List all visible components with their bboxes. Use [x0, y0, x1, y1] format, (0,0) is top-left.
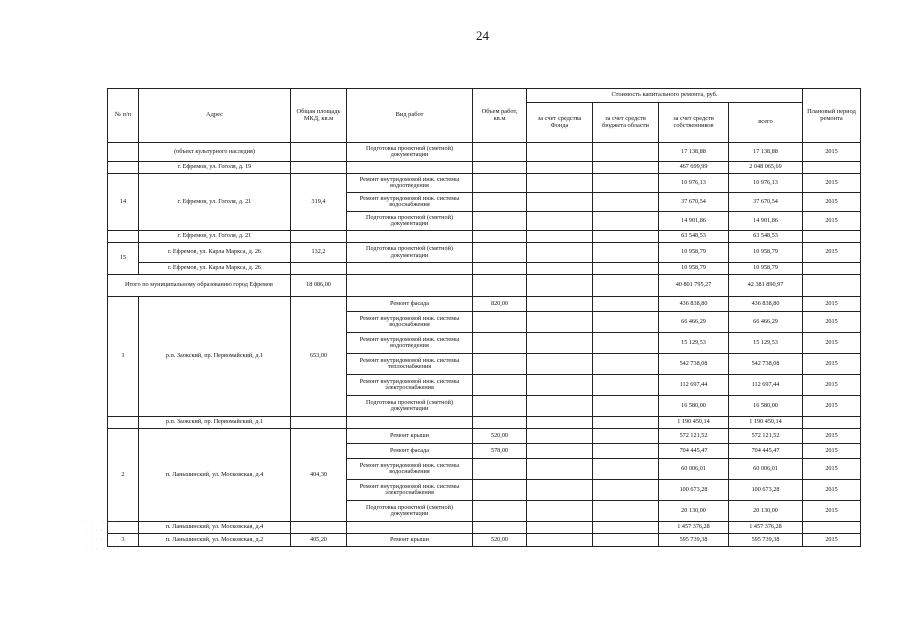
cell-area [291, 417, 347, 429]
cell-year [803, 162, 861, 174]
cell-work: Ремонт крыши [347, 534, 473, 547]
cell-total: 1 190 450,14 [729, 417, 803, 429]
cell-address: г. Ефремов, ул. Карла Маркса, д. 26 [139, 243, 291, 263]
cell-owners: 542 738,08 [659, 354, 729, 375]
header-area: Общая площадь МКД, кв.м [291, 89, 347, 143]
cell-owners: 60 006,01 [659, 459, 729, 480]
cell-work: Ремонт внутридомовой инж. системы электроснабжения [347, 480, 473, 501]
cell-owners: 10 976,13 [659, 174, 729, 193]
cell-area: 405,20 [291, 534, 347, 547]
subtotal-row [108, 522, 861, 534]
cell-work: Ремонт внутридомовой инж. системы водоснабжения [347, 312, 473, 333]
cell-year: 2015 [803, 429, 861, 444]
cell-owners: 16 580,00 [659, 396, 729, 417]
cell-total: 16 580,00 [729, 396, 803, 417]
cell-total: 63 548,53 [729, 231, 803, 243]
cell-region [593, 501, 659, 522]
cell-work: Подготовка проектной (сметной) документации [347, 212, 473, 231]
cell-address: п. Ланьшинский, ул. Московская, д.4 [139, 429, 291, 522]
cell-work: Ремонт фасада [347, 444, 473, 459]
cell-volume [473, 243, 527, 263]
cell-area [291, 522, 347, 534]
cell-address: п. Ланьшинский, ул. Московская, д.2 [139, 534, 291, 547]
cell-volume [473, 417, 527, 429]
cell-num: 14 [108, 174, 139, 231]
cell-region [593, 429, 659, 444]
cell-volume [473, 162, 527, 174]
cell-owners: 436 838,80 [659, 297, 729, 312]
cell-fund [527, 243, 593, 263]
cell-year: 2015 [803, 333, 861, 354]
subtotal-row [108, 162, 861, 174]
header-region: за счет средств бюджета области [593, 103, 659, 143]
cell-year [803, 231, 861, 243]
cell-fund [527, 231, 593, 243]
page-number: 24 [476, 28, 489, 43]
cell-fund [527, 444, 593, 459]
cell-num: 1 [108, 297, 139, 417]
cell-num [108, 162, 139, 174]
cell-owners: 1 190 450,14 [659, 417, 729, 429]
cell-fund [527, 162, 593, 174]
cell-year: 2015 [803, 212, 861, 231]
cell-volume [473, 354, 527, 375]
cell-fund [527, 522, 593, 534]
cell-num [108, 231, 139, 243]
cell-work: Ремонт крыши [347, 429, 473, 444]
cell-address: р.п. Заокский, пр. Первомайский, д.1 [139, 417, 291, 429]
cell-region [593, 263, 659, 275]
cell-work: Подготовка проектной (сметной) документации [347, 143, 473, 162]
cell-work [347, 417, 473, 429]
cell-total: 436 838,80 [729, 297, 803, 312]
cell-fund [527, 174, 593, 193]
table-row [108, 174, 861, 193]
cell-fund [527, 143, 593, 162]
scan-artifact: · · · · · · · · · · · · · · · · · · · · · · · · · [86, 520, 123, 552]
cell-work: Ремонт внутридомовой инж. системы водоснабжения [347, 459, 473, 480]
cell-volume [473, 263, 527, 275]
cell-area [291, 231, 347, 243]
cell-num: 2 [108, 429, 139, 522]
cell-region [593, 417, 659, 429]
cell-total: 37 670,54 [729, 193, 803, 212]
table-row [108, 429, 861, 444]
cell-owners: 1 457 376,28 [659, 522, 729, 534]
cell-owners: 17 138,88 [659, 143, 729, 162]
header-work-type: Вид работ [347, 89, 473, 143]
cell-work: Подготовка проектной (сметной) документации [347, 396, 473, 417]
cell-owners: 10 958,79 [659, 243, 729, 263]
cell-work [347, 263, 473, 275]
cell-work: Ремонт внутридомовой инж. системы электроснабжения [347, 375, 473, 396]
cell-fund [527, 312, 593, 333]
cell-work: Ремонт внутридомовой инж. системы водоотведения [347, 333, 473, 354]
subtotal-row [108, 263, 861, 275]
cell-volume [473, 312, 527, 333]
cell-address: г. Ефремов, ул. Гоголя, д. 21 [139, 231, 291, 243]
cell-region [593, 444, 659, 459]
cell-fund [527, 275, 593, 297]
cell-volume [473, 375, 527, 396]
cell-year: 2015 [803, 193, 861, 212]
cell-volume [473, 212, 527, 231]
header-total: всего [729, 103, 803, 143]
header-num: № п/п [108, 89, 139, 143]
cell-year [803, 522, 861, 534]
cell-fund [527, 480, 593, 501]
cell-work: Ремонт внутридомовой инж. системы водоотведения [347, 174, 473, 193]
cell-fund [527, 501, 593, 522]
cell-region [593, 212, 659, 231]
cell-region [593, 275, 659, 297]
cell-owners: 15 129,53 [659, 333, 729, 354]
cell-volume [473, 522, 527, 534]
cell-address: (объект культурного наследия) [139, 143, 291, 162]
table-row [108, 243, 861, 263]
cell-address: г. Ефремов, ул. Карла Маркса, д. 26 [139, 263, 291, 275]
cell-area: 404,30 [291, 429, 347, 522]
cell-area: 319,4 [291, 174, 347, 231]
table-row [108, 143, 861, 162]
cell-region [593, 396, 659, 417]
cell-volume [473, 501, 527, 522]
cell-area: 132,2 [291, 243, 347, 263]
header-fund: за счет средства Фонда [527, 103, 593, 143]
cell-volume [473, 275, 527, 297]
cell-region [593, 354, 659, 375]
cell-region [593, 522, 659, 534]
total-row [108, 275, 861, 297]
cell-year [803, 417, 861, 429]
cell-region [593, 534, 659, 547]
cell-owners: 704 445,47 [659, 444, 729, 459]
cell-region [593, 243, 659, 263]
cell-fund [527, 297, 593, 312]
cell-year: 2015 [803, 534, 861, 547]
header-period: Плановый период ремонта [803, 89, 861, 143]
cell-total: 10 976,13 [729, 174, 803, 193]
cell-total: 2 048 065,69 [729, 162, 803, 174]
cell-num: 15 [108, 243, 139, 275]
cell-owners: 595 739,38 [659, 534, 729, 547]
cell-owners: 63 548,53 [659, 231, 729, 243]
header-address: Адрес [139, 89, 291, 143]
cell-work [347, 522, 473, 534]
cell-volume [473, 231, 527, 243]
cell-volume: 820,00 [473, 297, 527, 312]
cell-address: р.п. Заокский, пр. Первомайский, д.1 [139, 297, 291, 417]
cell-owners: 40 801 795,27 [659, 275, 729, 297]
table-row [108, 534, 861, 547]
cell-region [593, 231, 659, 243]
cell-owners: 112 697,44 [659, 375, 729, 396]
cell-region [593, 480, 659, 501]
cell-year: 2015 [803, 480, 861, 501]
cell-address: г. Ефремов, ул. Гоголя, д. 19 [139, 162, 291, 174]
cell-region [593, 143, 659, 162]
cell-address: Итого по муниципальному образованию город Ефремов [108, 275, 291, 297]
cell-year [803, 263, 861, 275]
cell-total: 10 958,79 [729, 263, 803, 275]
cell-fund [527, 396, 593, 417]
cell-total: 100 673,28 [729, 480, 803, 501]
cell-total: 20 130,00 [729, 501, 803, 522]
cell-fund [527, 354, 593, 375]
cell-num [108, 417, 139, 429]
cell-total: 17 138,88 [729, 143, 803, 162]
cell-total: 14 901,86 [729, 212, 803, 231]
cell-total: 42 381 890,97 [729, 275, 803, 297]
cell-year: 2015 [803, 459, 861, 480]
cell-owners: 14 901,86 [659, 212, 729, 231]
cell-year: 2015 [803, 243, 861, 263]
cell-year: 2015 [803, 297, 861, 312]
cell-address: г. Ефремов, ул. Гоголя, д. 21 [139, 174, 291, 231]
header-owners: за счет средств собственников [659, 103, 729, 143]
cell-region [593, 312, 659, 333]
cell-volume: 520,00 [473, 534, 527, 547]
cell-num: 3 [108, 534, 139, 547]
cell-total: 112 697,44 [729, 375, 803, 396]
cell-fund [527, 263, 593, 275]
cell-region [593, 174, 659, 193]
cell-total: 595 739,38 [729, 534, 803, 547]
cell-region [593, 162, 659, 174]
cell-total: 572 121,52 [729, 429, 803, 444]
cell-volume [473, 143, 527, 162]
cell-work: Ремонт внутридомовой инж. системы теплоснабжения [347, 354, 473, 375]
cell-area: 18 086,00 [291, 275, 347, 297]
cell-owners: 100 673,28 [659, 480, 729, 501]
cell-total: 542 738,08 [729, 354, 803, 375]
header-cost-group: Стоимость капитального ремонта, руб. [527, 89, 803, 103]
cell-area [291, 263, 347, 275]
cell-fund [527, 375, 593, 396]
cell-year: 2015 [803, 501, 861, 522]
cell-total: 1 457 376,28 [729, 522, 803, 534]
cell-work [347, 162, 473, 174]
cell-volume [473, 396, 527, 417]
cell-total: 66 466,29 [729, 312, 803, 333]
cell-year: 2015 [803, 354, 861, 375]
cell-owners: 10 958,79 [659, 263, 729, 275]
cell-area: 653,00 [291, 297, 347, 417]
cell-owners: 20 130,00 [659, 501, 729, 522]
cell-area [291, 162, 347, 174]
cell-volume [473, 480, 527, 501]
cell-year [803, 275, 861, 297]
cell-area [291, 143, 347, 162]
cell-volume [473, 459, 527, 480]
cell-fund [527, 212, 593, 231]
cell-region [593, 459, 659, 480]
subtotal-row [108, 231, 861, 243]
cell-year: 2015 [803, 143, 861, 162]
cell-owners: 467 699,99 [659, 162, 729, 174]
cell-total: 704 445,47 [729, 444, 803, 459]
subtotal-row [108, 417, 861, 429]
cell-fund [527, 459, 593, 480]
cell-total: 60 006,01 [729, 459, 803, 480]
table-row [108, 297, 861, 312]
cell-year: 2015 [803, 174, 861, 193]
cell-work [347, 231, 473, 243]
cell-year: 2015 [803, 312, 861, 333]
cell-owners: 37 670,54 [659, 193, 729, 212]
cell-region [593, 297, 659, 312]
cell-volume [473, 174, 527, 193]
cell-volume: 578,00 [473, 444, 527, 459]
cell-fund [527, 429, 593, 444]
cell-year: 2015 [803, 396, 861, 417]
cell-volume: 520,00 [473, 429, 527, 444]
cell-year: 2015 [803, 375, 861, 396]
cell-year: 2015 [803, 444, 861, 459]
capital-repair-table [107, 88, 861, 547]
cell-region [593, 193, 659, 212]
cell-address: п. Ланьшинский, ул. Московская, д.4 [139, 522, 291, 534]
cell-volume [473, 333, 527, 354]
header-volume: Объем работ, кв.м [473, 89, 527, 143]
cell-fund [527, 333, 593, 354]
cell-work [347, 275, 473, 297]
cell-fund [527, 417, 593, 429]
cell-total: 10 958,79 [729, 243, 803, 263]
cell-region [593, 375, 659, 396]
cell-owners: 572 121,52 [659, 429, 729, 444]
cell-work: Подготовка проектной (сметной) документации [347, 243, 473, 263]
cell-work: Подготовка проектной (сметной) документации [347, 501, 473, 522]
cell-work: Ремонт фасада [347, 297, 473, 312]
cell-work: Ремонт внутридомовой инж. системы водоснабжения [347, 193, 473, 212]
cell-total: 15 129,53 [729, 333, 803, 354]
cell-fund [527, 534, 593, 547]
cell-region [593, 333, 659, 354]
cell-fund [527, 193, 593, 212]
cell-volume [473, 193, 527, 212]
cell-owners: 66 466,29 [659, 312, 729, 333]
cell-num [108, 143, 139, 162]
